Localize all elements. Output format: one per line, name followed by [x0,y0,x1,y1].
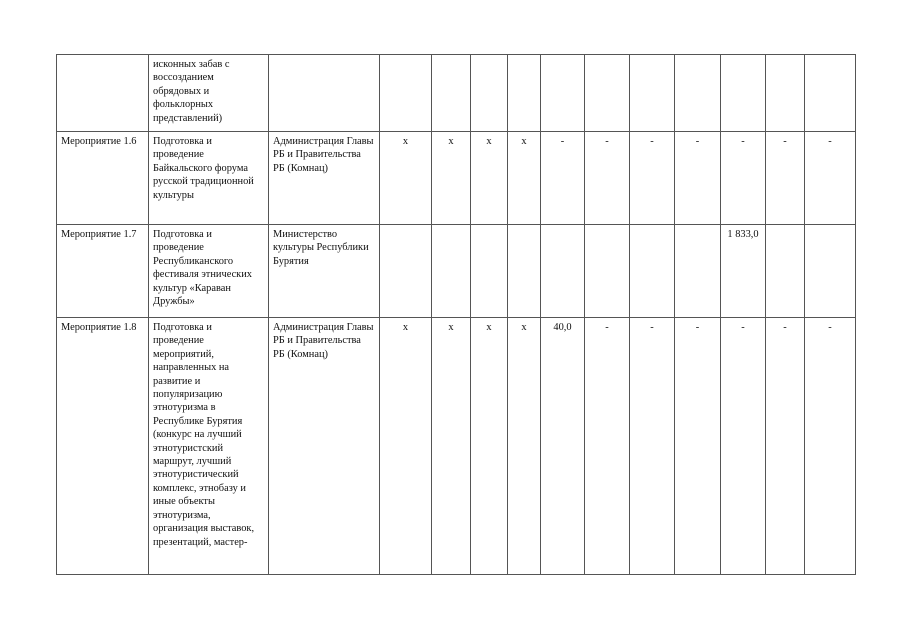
executor-cell [269,55,380,132]
value-cell: - [630,318,675,575]
value-cell [432,55,471,132]
value-cell: - [766,132,805,225]
value-cell [675,225,721,318]
value-cell: - [805,132,856,225]
value-cell: - [541,132,585,225]
value-cell [541,55,585,132]
value-cell [508,225,541,318]
value-cell [630,225,675,318]
value-cell [380,55,432,132]
value-cell: - [675,318,721,575]
value-cell: х [432,318,471,575]
value-cell: - [766,318,805,575]
value-cell [766,225,805,318]
event-name-cell: Подготовка и проведение Байкальского форума русской традиционной культуры [149,132,269,225]
event-code-cell: Мероприятие 1.8 [57,318,149,575]
value-cell [721,55,766,132]
value-cell [805,225,856,318]
value-cell: - [585,132,630,225]
value-cell: х [432,132,471,225]
event-name-cell: исконных забав с воссозданием обрядовых и фольклорных представлений) [149,55,269,132]
value-cell: 40,0 [541,318,585,575]
event-code-cell: Мероприятие 1.6 [57,132,149,225]
table-row [57,132,856,225]
value-cell [471,55,508,132]
executor-cell: Администрация Главы РБ и Правительства РБ (Комнац) [269,132,380,225]
event-code-cell [57,55,149,132]
value-cell [508,55,541,132]
value-cell: х [380,132,432,225]
value-cell: - [630,132,675,225]
event-name-cell: Подготовка и проведение мероприятий, направленных на развитие и популяризацию этнотуризма в Республике Бурятия (конкурс на лучший этнотуристский маршрут, лучший этнотуристический комплекс, этнобазу и иные объекты этнотуризма, организация выставок, презентаций, мастер- [149,318,269,575]
value-cell [805,55,856,132]
value-cell [766,55,805,132]
event-code-cell: Мероприятие 1.7 [57,225,149,318]
executor-cell: Администрация Главы РБ и Правительства РБ (Комнац) [269,318,380,575]
value-cell: х [508,318,541,575]
value-cell: - [721,318,766,575]
value-cell: х [508,132,541,225]
value-cell: - [585,318,630,575]
event-name-cell: Подготовка и проведение Республиканского фестиваля этнических культур «Караван Дружбы» [149,225,269,318]
value-cell [630,55,675,132]
table-row [57,225,856,318]
value-cell [585,225,630,318]
value-cell: 1 833,0 [721,225,766,318]
value-cell: х [471,318,508,575]
value-cell: - [721,132,766,225]
value-cell: х [471,132,508,225]
value-cell: х [380,318,432,575]
program-table [56,54,856,575]
value-cell: - [805,318,856,575]
executor-cell: Министерство культуры Республики Бурятия [269,225,380,318]
value-cell: - [675,132,721,225]
value-cell [585,55,630,132]
value-cell [471,225,508,318]
table-row [57,318,856,575]
value-cell [541,225,585,318]
value-cell [675,55,721,132]
value-cell [380,225,432,318]
value-cell [432,225,471,318]
table-row [57,55,856,132]
